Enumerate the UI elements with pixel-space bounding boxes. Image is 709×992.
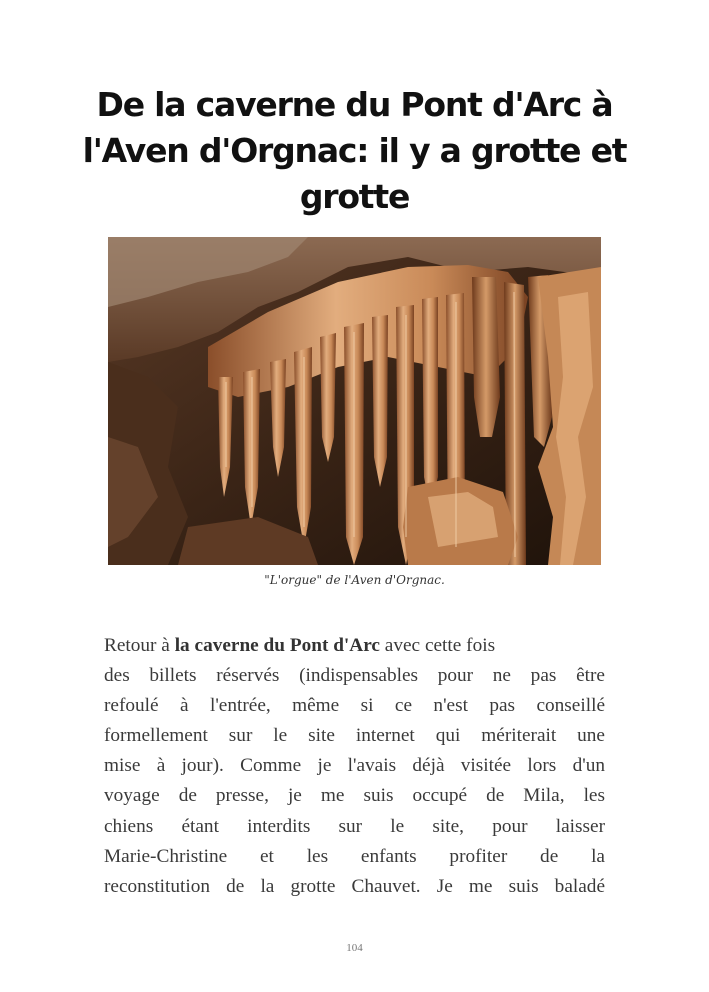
body-line: reconstitution de la grotte Chauvet. Je me suis baladé [104, 875, 605, 897]
photo-caption: "L'orgue" de l'Aven d'Orgnac. [264, 573, 445, 587]
body-line [104, 631, 605, 661]
cave-stalactites-illustration [108, 237, 601, 565]
article-body [104, 631, 605, 902]
body-line: refoulé à l'entrée, même si ce n'est pas conseillé [104, 695, 605, 717]
body-line: mise à jour). Comme je l'avais déjà visitée lors d'un [104, 755, 605, 777]
body-lead-text: Retour à [104, 635, 175, 656]
body-line: des billets réservés (indispensables pour ne pas être [104, 665, 605, 687]
body-lead-bold: la caverne du Pont d'Arc [174, 635, 380, 656]
article-title: De la caverne du Pont d'Arc à l'Aven d'Orgnac: il y a grotte et grotte [82, 85, 627, 216]
body-line: voyage de presse, je me suis occupé de Mila, les [104, 785, 605, 807]
body-line: chiens étant interdits sur le site, pour laisser [104, 815, 605, 837]
body-line: Marie-Christine et les enfants profiter de la [104, 845, 605, 867]
body-lead-rest: avec cette fois [379, 635, 496, 656]
cave-photo [108, 237, 601, 565]
body-line: formellement sur le site internet qui mériterait une [104, 725, 605, 747]
page-number: 104 [346, 942, 363, 954]
